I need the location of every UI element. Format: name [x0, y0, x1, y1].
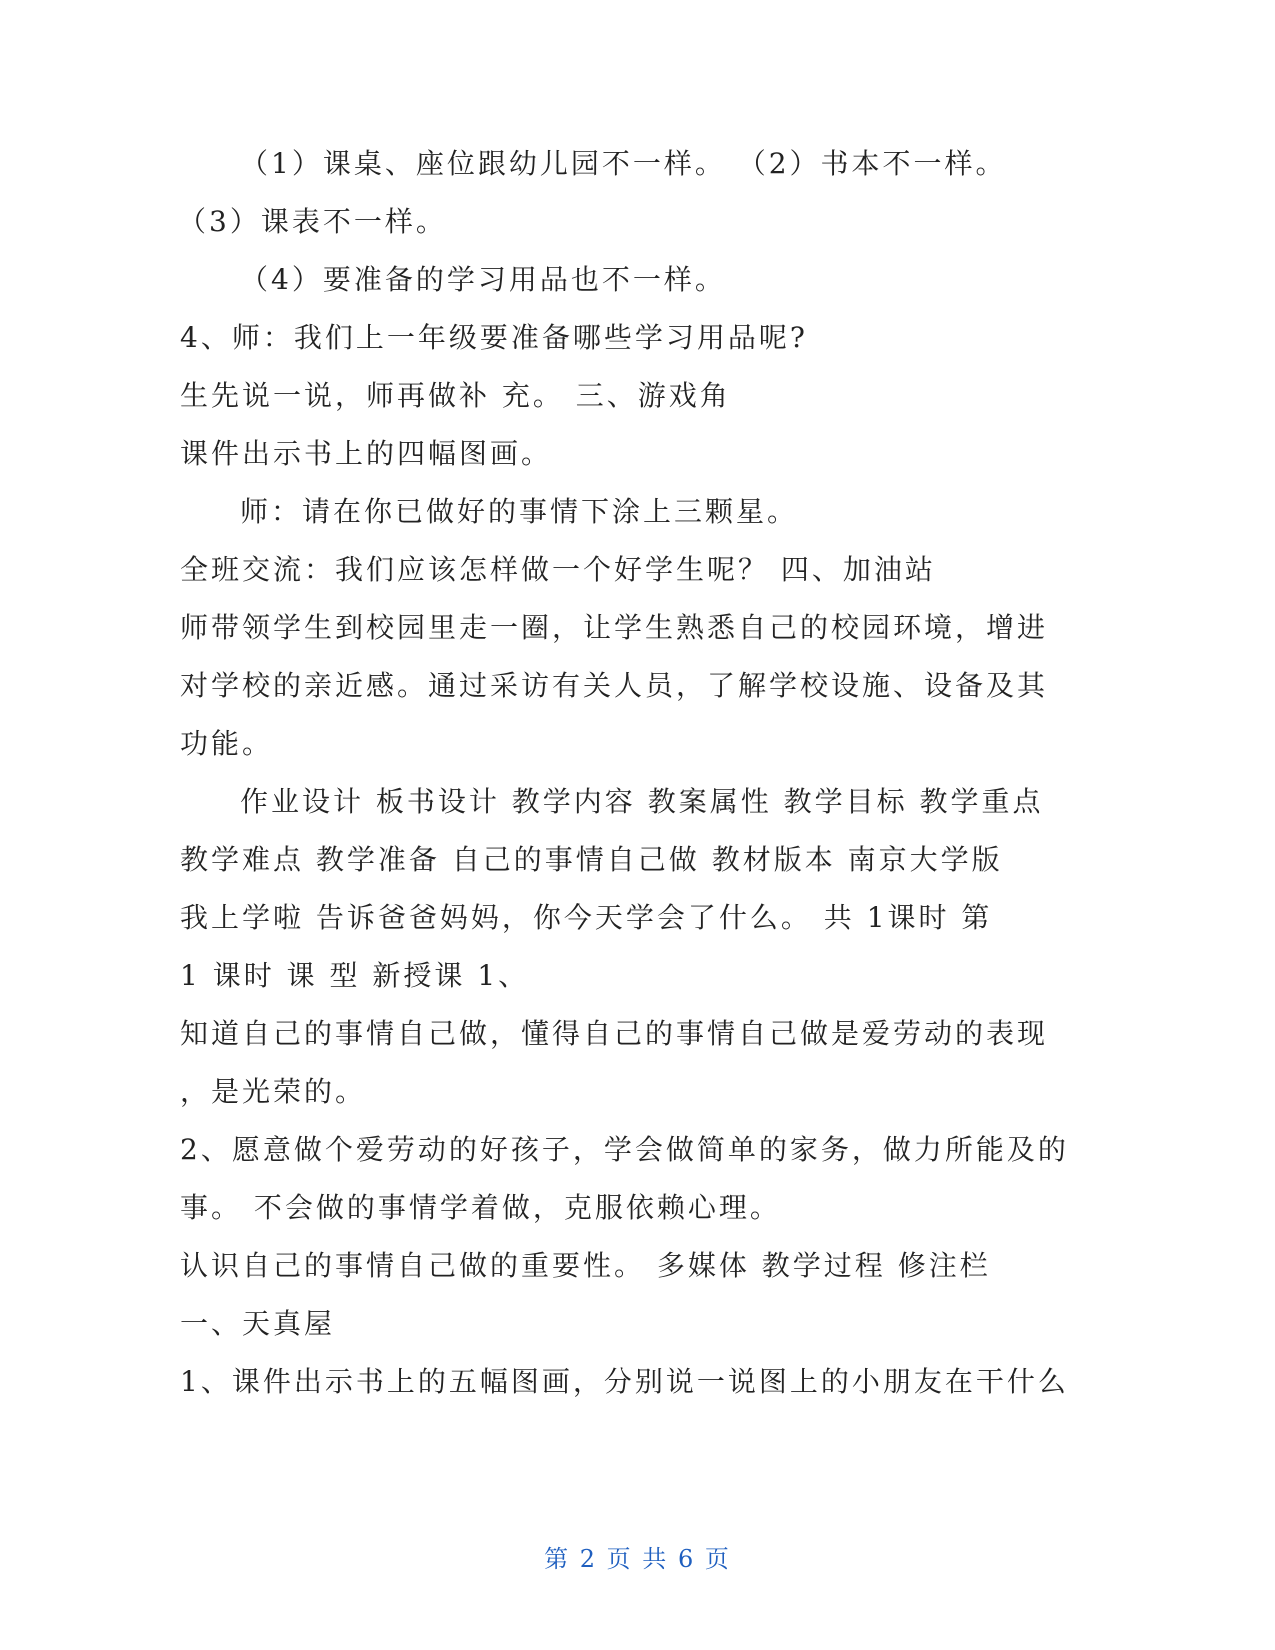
text-line: （4）要准备的学习用品也不一样。: [240, 263, 726, 296]
text-line: 4、师：我们上一年级要准备哪些学习用品呢?: [180, 321, 808, 354]
text-line: 全班交流：我们应该怎样做一个好学生呢？ 四、加油站: [180, 553, 936, 586]
text-line: 2、愿意做个爱劳动的好孩子，学会做简单的家务，做力所能及的: [180, 1133, 1069, 1166]
text-line: 1、课件出示书上的五幅图画，分别说一说图上的小朋友在干什么: [180, 1365, 1069, 1398]
text-line: 功能。: [180, 727, 274, 760]
text-line: 课件出示书上的四幅图画。: [180, 437, 553, 470]
text-line: 师：请在你已做好的事情下涂上三颗星。: [240, 495, 799, 528]
text-line: 对学校的亲近感。通过采访有关人员，了解学校设施、设备及其: [180, 669, 1049, 702]
page-number-footer: 第 2 页 共 6 页: [544, 1545, 731, 1573]
text-line: 事。 不会做的事情学着做，克服依赖心理。: [180, 1191, 781, 1224]
text-line: 知道自己的事情自己做，懂得自己的事情自己做是爱劳动的表现: [180, 1017, 1049, 1050]
text-line: 师带领学生到校园里走一圈，让学生熟悉自己的校园环境，增进: [180, 611, 1049, 644]
text-line: 认识自己的事情自己做的重要性。 多媒体 教学过程 修注栏: [180, 1249, 991, 1282]
text-line: 1 课时 课 型 新授课 1、: [180, 959, 530, 992]
text-line: （3）课表不一样。: [178, 205, 447, 238]
text-line: 作业设计 板书设计 教学内容 教案属性 教学目标 教学重点: [240, 785, 1044, 818]
text-line: 教学难点 教学准备 自己的事情自己做 教材版本 南京大学版: [180, 843, 1003, 876]
text-line: 一、天真屋: [180, 1307, 336, 1340]
text-line: 生先说一说，师再做补 充。 三、游戏角: [180, 379, 731, 412]
text-line: ，是光荣的。: [180, 1075, 367, 1108]
text-line: 我上学啦 告诉爸爸妈妈，你今天学会了什么。 共 1课时 第: [180, 901, 993, 934]
text-line: （1）课桌、座位跟幼儿园不一样。 （2）书本不一样。: [240, 147, 1007, 180]
